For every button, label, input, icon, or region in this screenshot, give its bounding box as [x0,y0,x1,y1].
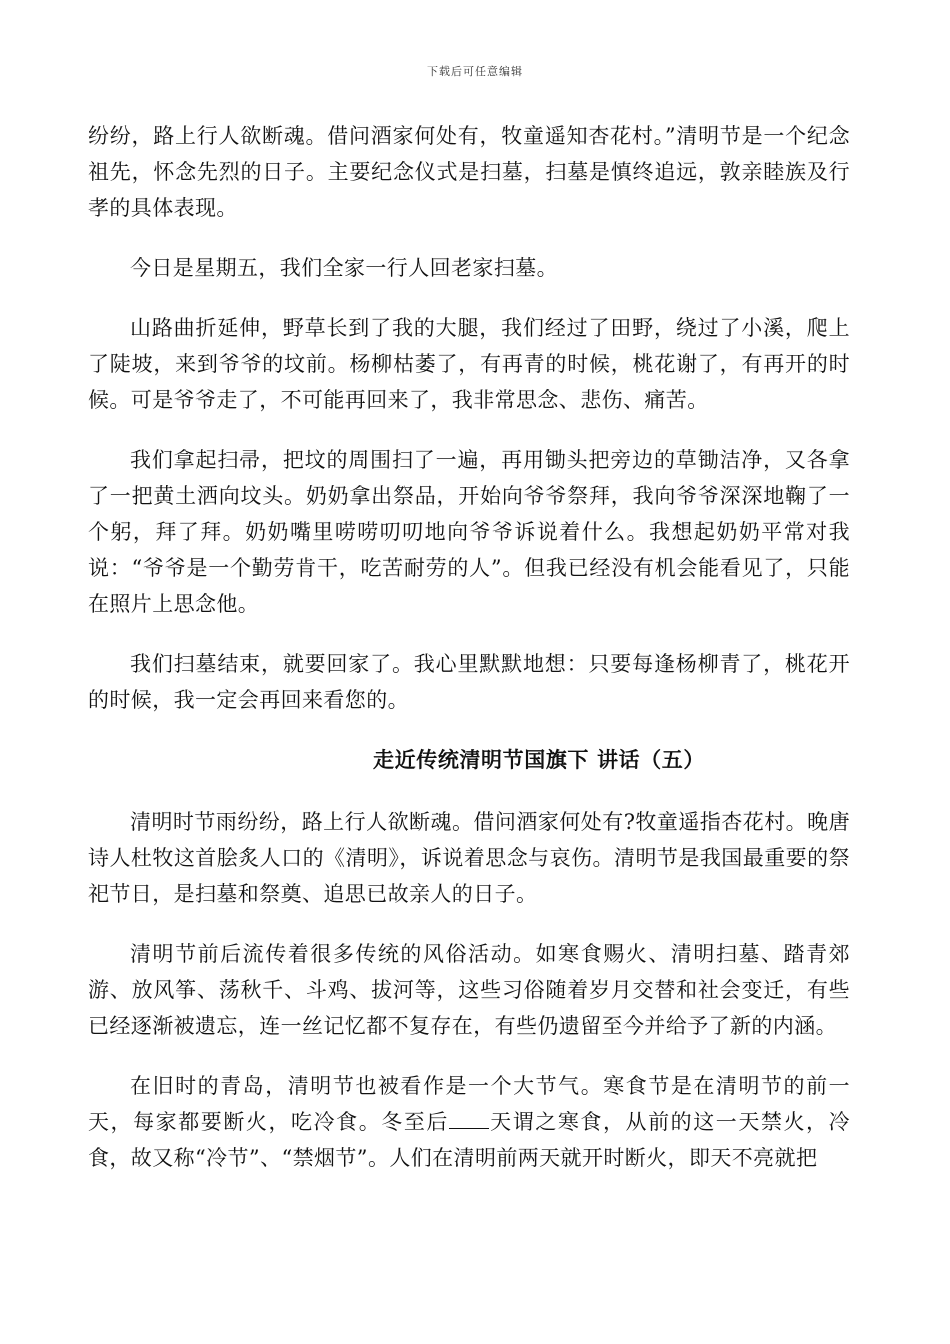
paragraph: 清明时节雨纷纷，路上行人欲断魂。借问酒家何处有?牧童遥指杏花村。晚唐诗人杜牧这首脍炙人口的《清明》，诉说着思念与哀伤。清明节是我国最重要的祭祀节日，是扫墓和祭奠、追思已故亲人的日子。 [88,810,850,906]
paragraph: 山路曲折延伸，野草长到了我的大腿，我们经过了田野，绕过了小溪，爬上了陡坡，来到爷爷的坟前。杨柳枯萎了，有再青的时候，桃花谢了，有再开的时候。可是爷爷走了，不可能再回来了，我非常思念、悲伤、痛苦。 [88,316,850,412]
paragraph-with-blank [88,1068,850,1176]
paragraph-continuation: 纷纷，路上行人欲断魂。借问酒家何处有，牧童遥知杏花村。”清明节是一个纪念祖先，怀念先烈的日子。主要纪念仪式是扫墓，扫墓是慎终追远，敦亲睦族及行孝的具体表现。 [88,124,850,220]
paragraph-text-part: 天谓之寒食，从前的这一天禁火，冷食，故又称“冷节”、“禁烟节”。人们在清明前两天就开时断火，即天不亮就把 [88,1110,850,1170]
fill-in-blank [449,1110,489,1129]
paragraph-text-part: 在旧时的青岛，清明节也被看作是一个大节气。寒食节是在清明节的前一天，每家都要断火，吃冷食。冬至后 [88,1074,850,1134]
paragraph: 我们扫墓结束，就要回家了。我心里默默地想：只要每逢杨柳青了，桃花开的时候，我一定会再回来看您的。 [88,652,850,712]
document-body [88,118,850,1200]
page-header: 下载后可任意编辑 [427,65,523,78]
paragraph: 今日是星期五，我们全家一行人回老家扫墓。 [130,256,558,280]
section-title: 走近传统清明节国旗下 讲话（五） [373,747,705,772]
paragraph: 清明节前后流传着很多传统的风俗活动。如寒食赐火、清明扫墓、踏青郊游、放风筝、荡秋千、斗鸡、拔河等，这些习俗随着岁月交替和社会变迁，有些已经逐渐被遗忘，连一丝记忆都不复存在，有些仍遗留至今并给予了新的内涵。 [88,942,850,1038]
paragraph: 我们拿起扫帚，把坟的周围扫了一遍，再用锄头把旁边的草锄洁净，又各拿了一把黄土洒向坟头。奶奶拿出祭品，开始向爷爷祭拜，我向爷爷深深地鞠了一个躬，拜了拜。奶奶嘴里唠唠叨叨地向爷爷诉说着什么。我想起奶奶平常对我说：“爷爷是一个勤劳肯干，吃苦耐劳的人”。但我已经没有机会能看见了，只能在照片上思念他。 [88,448,850,616]
